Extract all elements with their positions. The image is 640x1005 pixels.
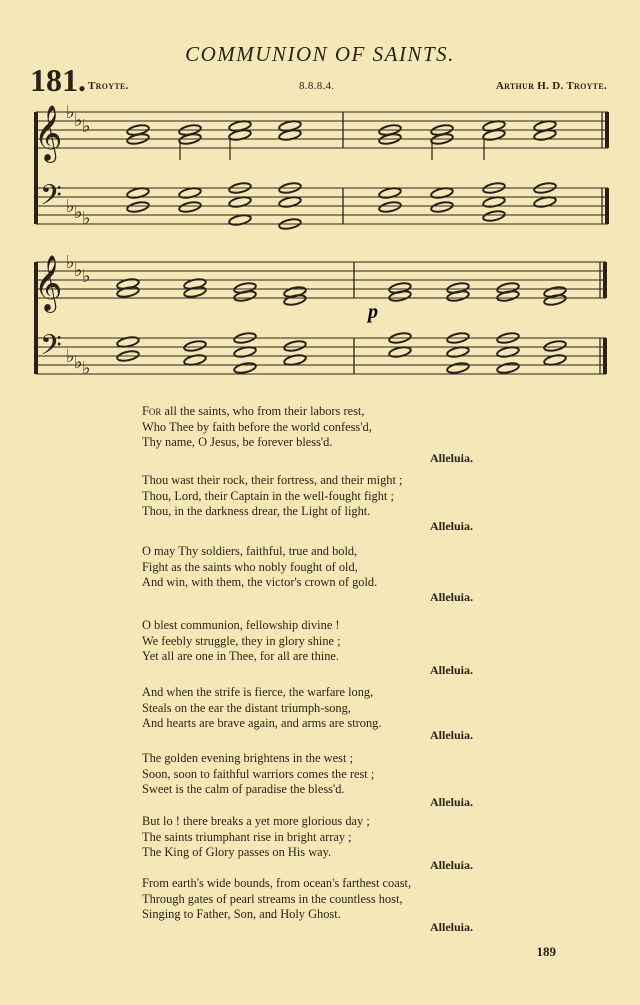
flat-icon: ♭ <box>74 352 83 373</box>
alleluia-refrain: Alleluia. <box>430 920 474 934</box>
alleluia-refrain: Alleluia. <box>430 795 474 809</box>
alleluia-refrain: Alleluia. <box>430 728 474 742</box>
stanza-line: O blest communion, fellowship divine ! <box>142 618 340 632</box>
bass-clef-icon: 𝄢 <box>40 179 62 219</box>
flat-icon: ♭ <box>66 346 75 367</box>
dynamic-mark: p <box>368 301 378 323</box>
stanza-line: Sweet is the calm of paradise the bless'd. <box>142 782 345 796</box>
treble-clef-icon: 𝄞 <box>34 105 63 161</box>
meter: 8.8.8.4. <box>299 80 335 92</box>
note-head <box>378 201 401 214</box>
stanza <box>142 404 474 465</box>
stanza-line: all the saints, who from their labors rest, <box>161 404 365 418</box>
flat-icon: ♭ <box>74 110 83 131</box>
stanza-line: And win, with them, the victor's crown of gold. <box>142 575 378 589</box>
stanza <box>142 618 474 677</box>
stanza <box>142 814 474 872</box>
flat-icon: ♭ <box>66 196 75 217</box>
stanza-line: Soon, soon to faithful warriors comes the rest ; <box>142 766 375 781</box>
stanza <box>142 685 474 742</box>
final-barline-thick <box>605 112 609 148</box>
stanza-line: Steals on the ear the distant triumph-song, <box>142 700 351 715</box>
hymn-number: 181. <box>30 62 86 98</box>
stanza-line: Fight as the saints who nobly fought of old, <box>142 559 358 574</box>
stanza-line: Yet all are one in Thee, for all are thine. <box>142 649 340 663</box>
page-number: 189 <box>536 944 556 959</box>
stanza-line: The saints triumphant rise in bright array ; <box>142 829 352 844</box>
final-barline-thick <box>603 338 607 374</box>
alleluia-refrain: Alleluia. <box>430 451 474 465</box>
stanza-line: The King of Glory passes on His way. <box>142 845 332 859</box>
note-head <box>126 201 149 214</box>
flat-icon: ♭ <box>82 266 91 287</box>
alleluia-refrain: Alleluia. <box>430 858 474 872</box>
stanza-line: From earth's wide bounds, from ocean's farthest coast, <box>142 876 412 890</box>
note-head <box>543 340 566 353</box>
treble-clef-icon: 𝄞 <box>34 255 63 311</box>
first-word: For <box>142 404 162 418</box>
note-head <box>283 340 306 353</box>
note-head <box>178 201 201 214</box>
flat-icon: ♭ <box>82 116 91 137</box>
final-barline-thick <box>603 262 607 298</box>
alleluia-refrain: Alleluia. <box>430 590 474 604</box>
stanza <box>142 544 474 604</box>
page-title: COMMUNION OF SAINTS. <box>185 42 455 66</box>
stanza <box>142 751 474 809</box>
stanza-line: And when the strife is fierce, the warfare long, <box>142 685 374 699</box>
final-barline-thick <box>605 188 609 224</box>
stanza-line: Thou wast their rock, their fortress, and their might ; <box>142 473 403 487</box>
stanza-line: Through gates of pearl streams in the countless host, <box>142 891 403 906</box>
flat-icon: ♭ <box>82 208 91 229</box>
bass-clef-icon: 𝄢 <box>40 329 62 369</box>
flat-icon: ♭ <box>74 260 83 281</box>
flat-icon: ♭ <box>66 102 75 123</box>
stanza-line: Thy name, O Jesus, be forever bless'd. <box>142 435 333 449</box>
stanza <box>142 876 474 934</box>
stanza-line: Thou, Lord, their Captain in the well-fought fight ; <box>142 488 394 503</box>
tune-name: Troyte. <box>88 80 129 92</box>
flat-icon: ♭ <box>66 252 75 273</box>
stanza-line: Singing to Father, Son, and Holy Ghost. <box>142 907 341 921</box>
music-score <box>0 0 640 400</box>
stanza-line: O may Thy soldiers, faithful, true and bold, <box>142 544 358 558</box>
flat-icon: ♭ <box>74 202 83 223</box>
stanza-line: Who Thee by faith before the world confess'd, <box>142 419 372 434</box>
stanza-line: We feebly struggle, they in glory shine ; <box>142 633 341 648</box>
note-head <box>446 362 469 375</box>
stanza-line: But lo ! there breaks a yet more glorious day ; <box>142 814 370 828</box>
alleluia-refrain: Alleluia. <box>430 519 474 533</box>
note-head <box>482 210 505 223</box>
composer: Arthur H. D. Troyte. <box>495 80 607 92</box>
flat-icon: ♭ <box>82 358 91 379</box>
stanza <box>142 473 474 533</box>
note-head <box>183 340 206 353</box>
note-head <box>233 362 256 375</box>
stanza-line: And hearts are brave again, and arms are strong. <box>142 716 382 730</box>
note-head <box>496 362 519 375</box>
stanza-line: The golden evening brightens in the west ; <box>142 751 353 765</box>
note-head <box>430 201 453 214</box>
stanza-line: Thou, in the darkness drear, the Light of light. <box>142 504 371 518</box>
alleluia-refrain: Alleluia. <box>430 663 474 677</box>
